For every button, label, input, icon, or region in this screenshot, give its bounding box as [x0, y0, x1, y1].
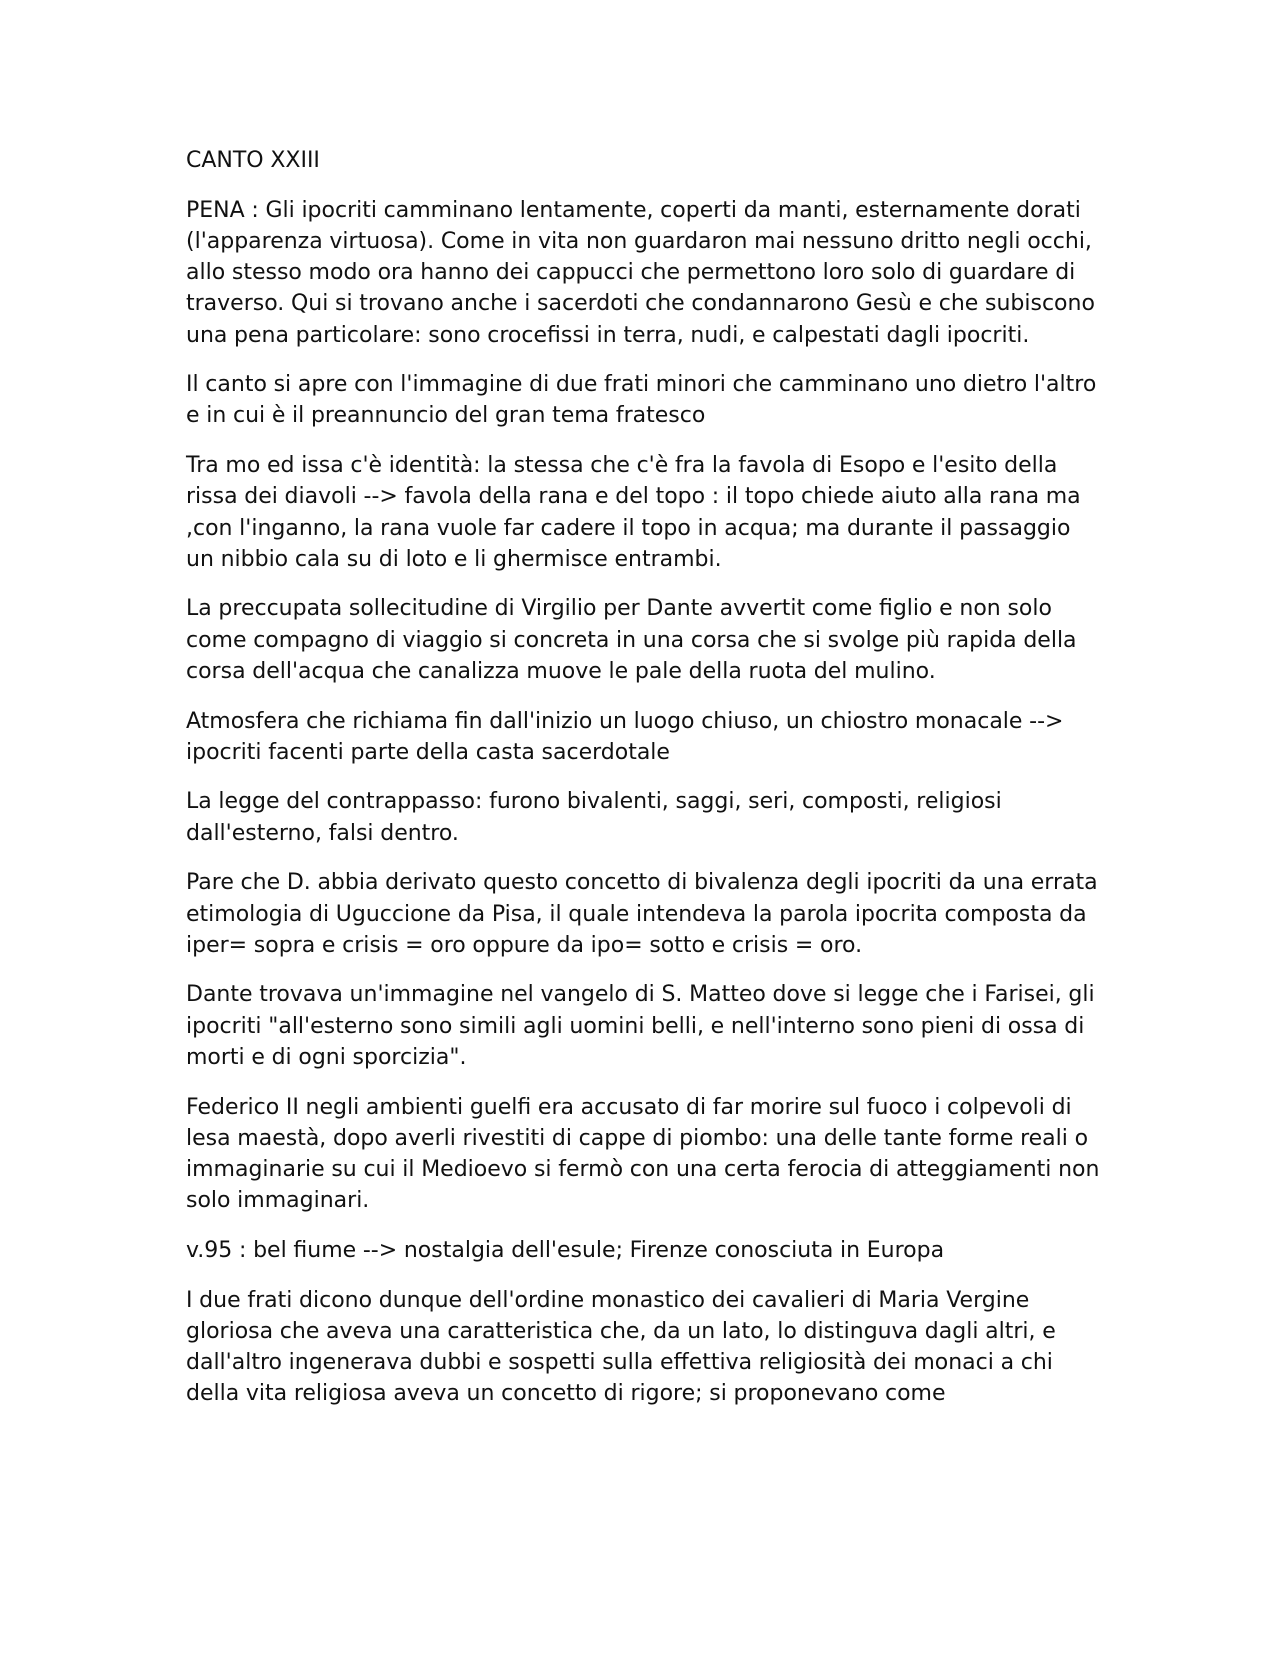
paragraph-federico: Federico II negli ambienti guelfi era accusato di far morire sul fuoco i colpevoli di lesa maestà, dopo averli rivestiti di cappe di piombo: una delle tante forme reali o immaginarie su cui il Medioevo si fermò con una certa ferocia di atteggiamenti non solo immaginari.: [186, 1094, 1100, 1214]
paragraph-v95: v.95 : bel fiume --> nostalgia dell'esule; Firenze conosciuta in Europa: [186, 1237, 945, 1263]
paragraph-virgilio: La preccupata sollecitudine di Virgilio per Dante avvertit come figlio e non solo come compagno di viaggio si concreta in una corsa che si svolge più rapida della corsa dell'acqua che canalizza muove le pale della ruota del mulino.: [186, 596, 1077, 684]
paragraph-etimologia: Pare che D. abbia derivato questo concetto di bivalenza degli ipocriti da una errata etimologia di Uguccione da Pisa, il quale intendeva la parola ipocrita composta da iper= sopra e crisis = oro oppure da ipo= sotto e crisis = oro.: [186, 870, 1098, 958]
paragraph-pena: PENA : Gli ipocriti camminano lentamente, coperti da manti, esternamente dorati (l'apparenza virtuosa). Come in vita non guardaron mai nessuno dritto negli occhi, allo stesso modo ora hanno dei cappucci che permettono loro solo di guardare di traverso. Qui si trovano anche i sacerdoti che condannarono Gesù e che subiscono una pena particolare: sono crocefissi in terra, nudi, e calpestati dagli ipocriti.: [186, 197, 1095, 348]
paragraph-cavalieri: I due frati dicono dunque dell'ordine monastico dei cavalieri di Maria Vergine gloriosa che aveva una caratteristica che, da un lato, lo distinguva dagli altri, e dall'altro ingenerava dubbi e sospetti sulla effettiva religiosità dei monaci a chi della vita religiosa aveva un concetto di rigore; si proponevano come: [186, 1287, 1056, 1407]
document-body: [186, 145, 1101, 1428]
document-title: CANTO XXIII: [186, 148, 320, 173]
paragraph-vangelo: Dante trovava un'immagine nel vangelo di S. Matteo dove si legge che i Farisei, gli ipocriti "all'esterno sono simili agli uomini belli, e nell'interno sono pieni di ossa di morti e di ogni sporcizia".: [186, 982, 1095, 1070]
paragraph-atmosfera: Atmosfera che richiama fin dall'inizio un luogo chiuso, un chiostro monacale --> ipocriti facenti parte della casta sacerdotale: [186, 708, 1064, 765]
paragraph-contrappasso: La legge del contrappasso: furono bivalenti, saggi, seri, composti, religiosi dall'esterno, falsi dentro.: [186, 789, 1002, 846]
paragraph-mo-ed-issa: Tra mo ed issa c'è identità: la stessa che c'è fra la favola di Esopo e l'esito della rissa dei diavoli --> favola della rana e del topo : il topo chiede aiuto alla rana ma ,con l'inganno, la rana vuole far cadere il topo in acqua; ma durante il passaggio un nibbio cala su di loto e li ghermisce entrambi.: [186, 453, 1081, 572]
paragraph-frati-minori: Il canto si apre con l'immagine di due frati minori che camminano uno dietro l'altro e in cui è il preannuncio del gran tema fratesco: [186, 372, 1097, 429]
